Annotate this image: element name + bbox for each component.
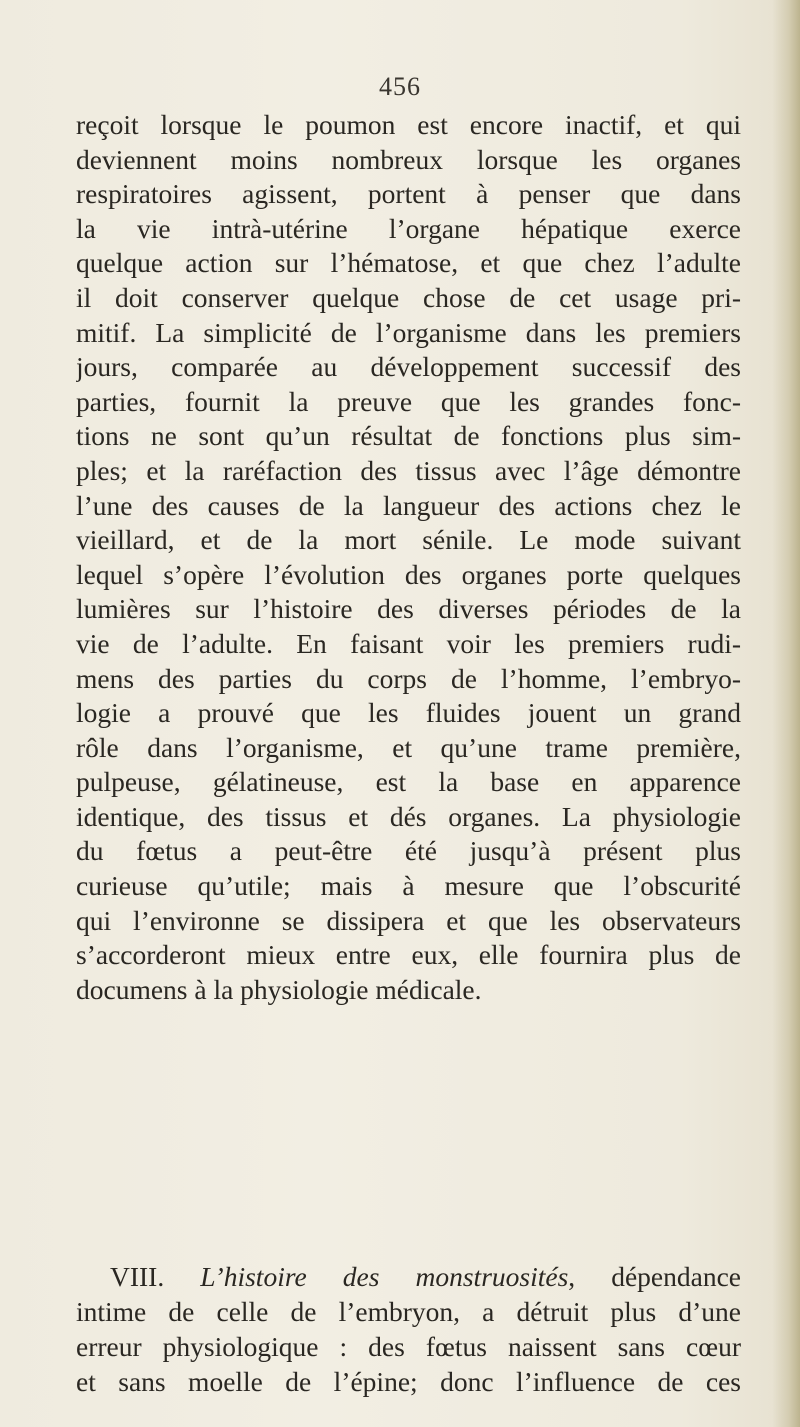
text-line: s’accorderont mieux entre eux, elle fournira plus de bbox=[76, 939, 741, 971]
page-number: 456 bbox=[379, 72, 421, 101]
section-number: VIII. bbox=[110, 1261, 165, 1292]
text-line: du fœtus a peut-être été jusqu’à présent plus bbox=[76, 835, 741, 867]
text-line: ples; et la raréfaction des tissus avec l’âge démontre bbox=[76, 454, 741, 486]
text-line: deviennent moins nombreux lorsque les organes bbox=[76, 143, 741, 175]
section-viii bbox=[76, 1259, 741, 1399]
text-line: qui l’environne se dissipera et que les observateurs bbox=[76, 904, 741, 936]
text-line: vie de l’adulte. En faisant voir les premiers rudi- bbox=[76, 627, 741, 659]
text-line: lequel s’opère l’évolution des organes porte quelques bbox=[76, 558, 741, 590]
text-line: quelque action sur l’hématose, et que chez l’adulte bbox=[76, 247, 741, 279]
text-line: lumières sur l’histoire des diverses périodes de la bbox=[76, 593, 741, 625]
text-line: erreur physiologique : des fœtus naissent sans cœur bbox=[76, 1331, 741, 1362]
text-line: l’une des causes de la langueur des actions chez le bbox=[76, 489, 741, 521]
text-line: vieillard, et de la mort sénile. Le mode suivant bbox=[76, 524, 741, 556]
text-line: tions ne sont qu’un résultat de fonctions plus sim- bbox=[76, 420, 741, 452]
section-heading-rest: , dépendance bbox=[568, 1261, 741, 1292]
text-line: la vie intrà-utérine l’organe hépatique exerce bbox=[76, 212, 741, 244]
text-line: reçoit lorsque le poumon est encore inactif, et qui bbox=[76, 109, 741, 140]
section-heading-line bbox=[76, 1259, 741, 1294]
text-line: rôle dans l’organisme, et qu’une trame première, bbox=[76, 731, 741, 763]
text-line: et sans moelle de l’épine; donc l’influence de ces bbox=[76, 1366, 741, 1397]
text-line: pulpeuse, gélatineuse, est la base en apparence bbox=[76, 766, 741, 798]
text-line: respiratoires agissent, portent à penser que dans bbox=[76, 178, 741, 210]
text-line: identique, des tissus et dés organes. La physiologie bbox=[76, 800, 741, 832]
text-line: curieuse qu’utile; mais à mesure que l’obscurité bbox=[76, 870, 741, 902]
text-line: intime de celle de l’embryon, a détruit plus d’une bbox=[76, 1296, 741, 1327]
text-line: documens à la physiologie médicale. bbox=[76, 973, 482, 1005]
text-line: mens des parties du corps de l’homme, l’embryo- bbox=[76, 662, 741, 694]
text-line: parties, fournit la preuve que les grandes fonc- bbox=[76, 385, 741, 417]
text-line: il doit conserver quelque chose de cet usage pri- bbox=[76, 281, 741, 313]
text-line: mitif. La simplicité de l’organisme dans les premiers bbox=[76, 316, 741, 348]
text-line: jours, comparée au développement successif des bbox=[76, 351, 741, 383]
page-edge-shadow bbox=[772, 0, 800, 1427]
body-paragraph bbox=[76, 108, 741, 1007]
section-title: L’histoire des monstruosités bbox=[200, 1261, 569, 1292]
text-line: logie a prouvé que les fluides jouent un grand bbox=[76, 697, 741, 729]
